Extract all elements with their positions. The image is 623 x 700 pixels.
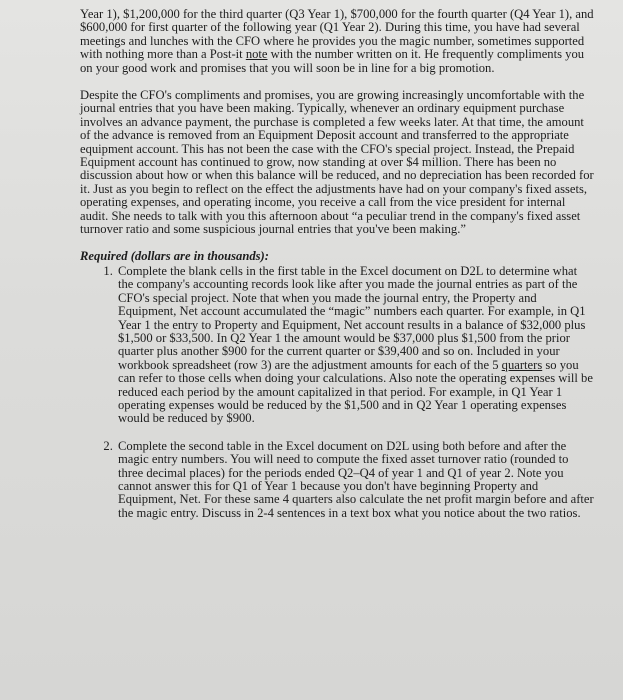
paragraph-1-end-text: with the number written on it. He frequently compliments you on your good work and promises that you will soon be in line for a big promotion. (80, 47, 585, 75)
requirement-item-2: 2. Complete the second table in the Excel document on D2L using both before and after the magic entry numbers. You will need to compute the fixed asset turnover ratio (rounded to three decimal places) for the periods ended Q2–Q4 of year 1 and Q1 of year 2. Note you cannot answer this for Q1 of Year 1 because you don't have beginning Property and Equipment, Net. For these same 4 quarters also calculate the net profit margin before and after the magic entry. Discuss in 2-4 sentences in a text box what you notice about the two ratios. (116, 440, 595, 520)
requirement-item-1 (116, 265, 595, 426)
requirements-list (80, 265, 595, 520)
quarters-link[interactable]: quarters (501, 357, 543, 372)
requirement-1-end-text: so you can refer to those cells when doing your calculations. Also note the operating expenses will be reduced each period by the amount capitalized in that period. For example, in Q1 Year 1 operating expenses would be reduced by the $1,500 and in Q2 Year 1 operating expenses would be reduced by $900. (118, 357, 593, 426)
paragraph-1-text: Year 1), $1,200,000 for the third quarter (Q3 Year 1), $700,000 for the fourth quarter (Q4 Year 1), and $600,000 for first quarter of the following year (Q1 Year 2). During this time, you have had several meetings and lunches with the CFO where he provides you the magic number, sometimes supported with nothing more than a Post-it (80, 7, 594, 62)
requirement-1-text: Complete the blank cells in the first table in the Excel document on D2L to determine what the company's accounting records look like after you made the journal entries as part of the CFO's special project. Note that when you made the journal entry, the Property and Equipment, Net account accumulated the “magic” numbers each quarter. For example, in Q1 Year 1 the entry to Property and Equipment, Net account results in a balance of $32,000 plus $1,500 or $33,500. In Q2 Year 1 the amount would be $37,000 plus $1,500 from the prior quarter plus another $900 for the current quarter or $39,400 and so on. Included in your workbook spreadsheet (row 3) are the adjustment amounts for each of the 5 (118, 263, 586, 372)
paragraph-cfo-meetings (80, 8, 595, 75)
required-heading: Required (dollars are in thousands): (80, 248, 269, 263)
paragraph-growing-uncomfortable: Despite the CFO's compliments and promises, you are growing increasingly uncomfortable with the journal entries that you have been making. Typically, whenever an ordinary equipment purchase involves an advance payment, the purchase is completed a few weeks later. At that time, the amount of the advance is removed from an Equipment Deposit account and transferred to the appropriate equipment account. This has not been the case with the CFO's special project. Instead, the Prepaid Equipment account has continued to grow, now standing at over $4 million. There has been no discussion about how or when this balance will be reduced, and no depreciation has been recorded for it. Just as you begin to reflect on the effect the adjustments have had on your company's fixed assets, operating expenses, and operating income, you receive a call from the vice president for internal audit. She needs to talk with you this afternoon about “a peculiar trend in the company's fixed asset turnover ratio and some suspicious journal entries that you've been making.” (80, 88, 594, 237)
note-link[interactable]: note (245, 47, 268, 62)
